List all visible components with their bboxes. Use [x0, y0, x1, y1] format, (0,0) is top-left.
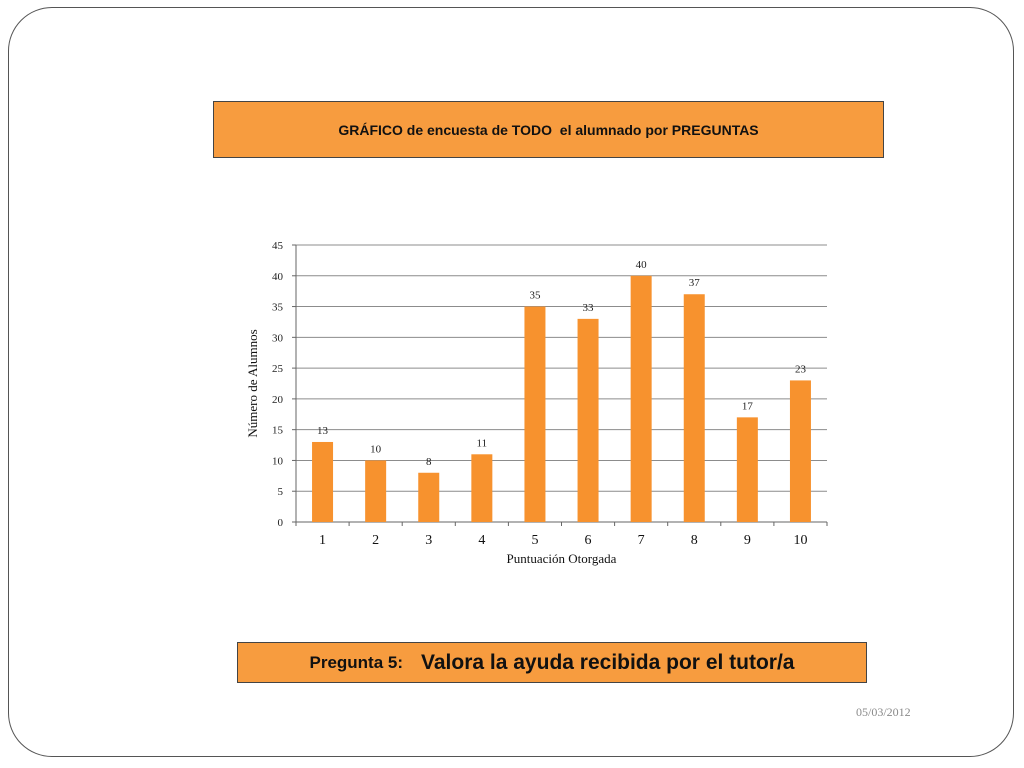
x-tick-label: 10: [793, 533, 808, 548]
x-tick-label: 8: [690, 533, 698, 548]
y-tick-label: 35: [272, 301, 283, 314]
data-label: 23: [794, 363, 806, 376]
x-tick-label: 9: [743, 533, 751, 548]
y-tick-label: 40: [272, 270, 283, 283]
bar: [578, 319, 599, 522]
chart-title-box: [213, 101, 884, 158]
question-text: Valora la ayuda recibida por el tutor/a: [421, 650, 795, 674]
chart-title: GRÁFICO de encuesta de TODO el alumnado por PREGUNTAS: [338, 121, 759, 138]
x-tick-label: 2: [372, 533, 380, 548]
data-label: 35: [529, 289, 541, 302]
bar: [790, 380, 811, 522]
x-tick-label: 7: [637, 533, 645, 548]
question-number: Pregunta 5:: [309, 652, 404, 672]
y-tick-label: 15: [272, 424, 283, 437]
x-tick-label: 4: [478, 533, 486, 548]
bar: [524, 307, 545, 522]
y-tick-label: 45: [272, 240, 283, 252]
bar: [631, 276, 652, 522]
x-tick-label: 1: [319, 533, 327, 548]
y-tick-label: 5: [277, 486, 283, 499]
data-label: 8: [426, 455, 432, 468]
y-tick-label: 0: [277, 517, 283, 529]
y-tick-label: 20: [272, 393, 283, 406]
x-tick-label: 5: [531, 533, 539, 548]
bar: [365, 460, 386, 522]
x-tick-label: 3: [425, 533, 433, 548]
data-label: 13: [317, 424, 329, 437]
y-tick-label: 25: [272, 363, 283, 376]
bar: [684, 294, 705, 522]
x-axis-title: Puntuación Otorgada: [506, 551, 617, 566]
bar: [737, 417, 758, 522]
bar: [418, 473, 439, 522]
y-tick-label: 30: [272, 332, 283, 345]
bar-chart: [240, 230, 840, 575]
data-label: 10: [370, 443, 382, 456]
data-label: 17: [741, 400, 753, 413]
data-label: 33: [582, 301, 594, 314]
x-tick-label: 6: [584, 533, 592, 548]
y-tick-label: 10: [272, 455, 283, 468]
bar: [471, 454, 492, 522]
y-axis-title: Número de Alumnos: [245, 329, 260, 438]
question-box: [237, 642, 867, 683]
data-label: 37: [688, 277, 700, 290]
data-label: 11: [476, 437, 488, 450]
data-label: 40: [635, 258, 647, 271]
bar: [312, 442, 333, 522]
slide-date: 05/03/2012: [856, 705, 911, 719]
